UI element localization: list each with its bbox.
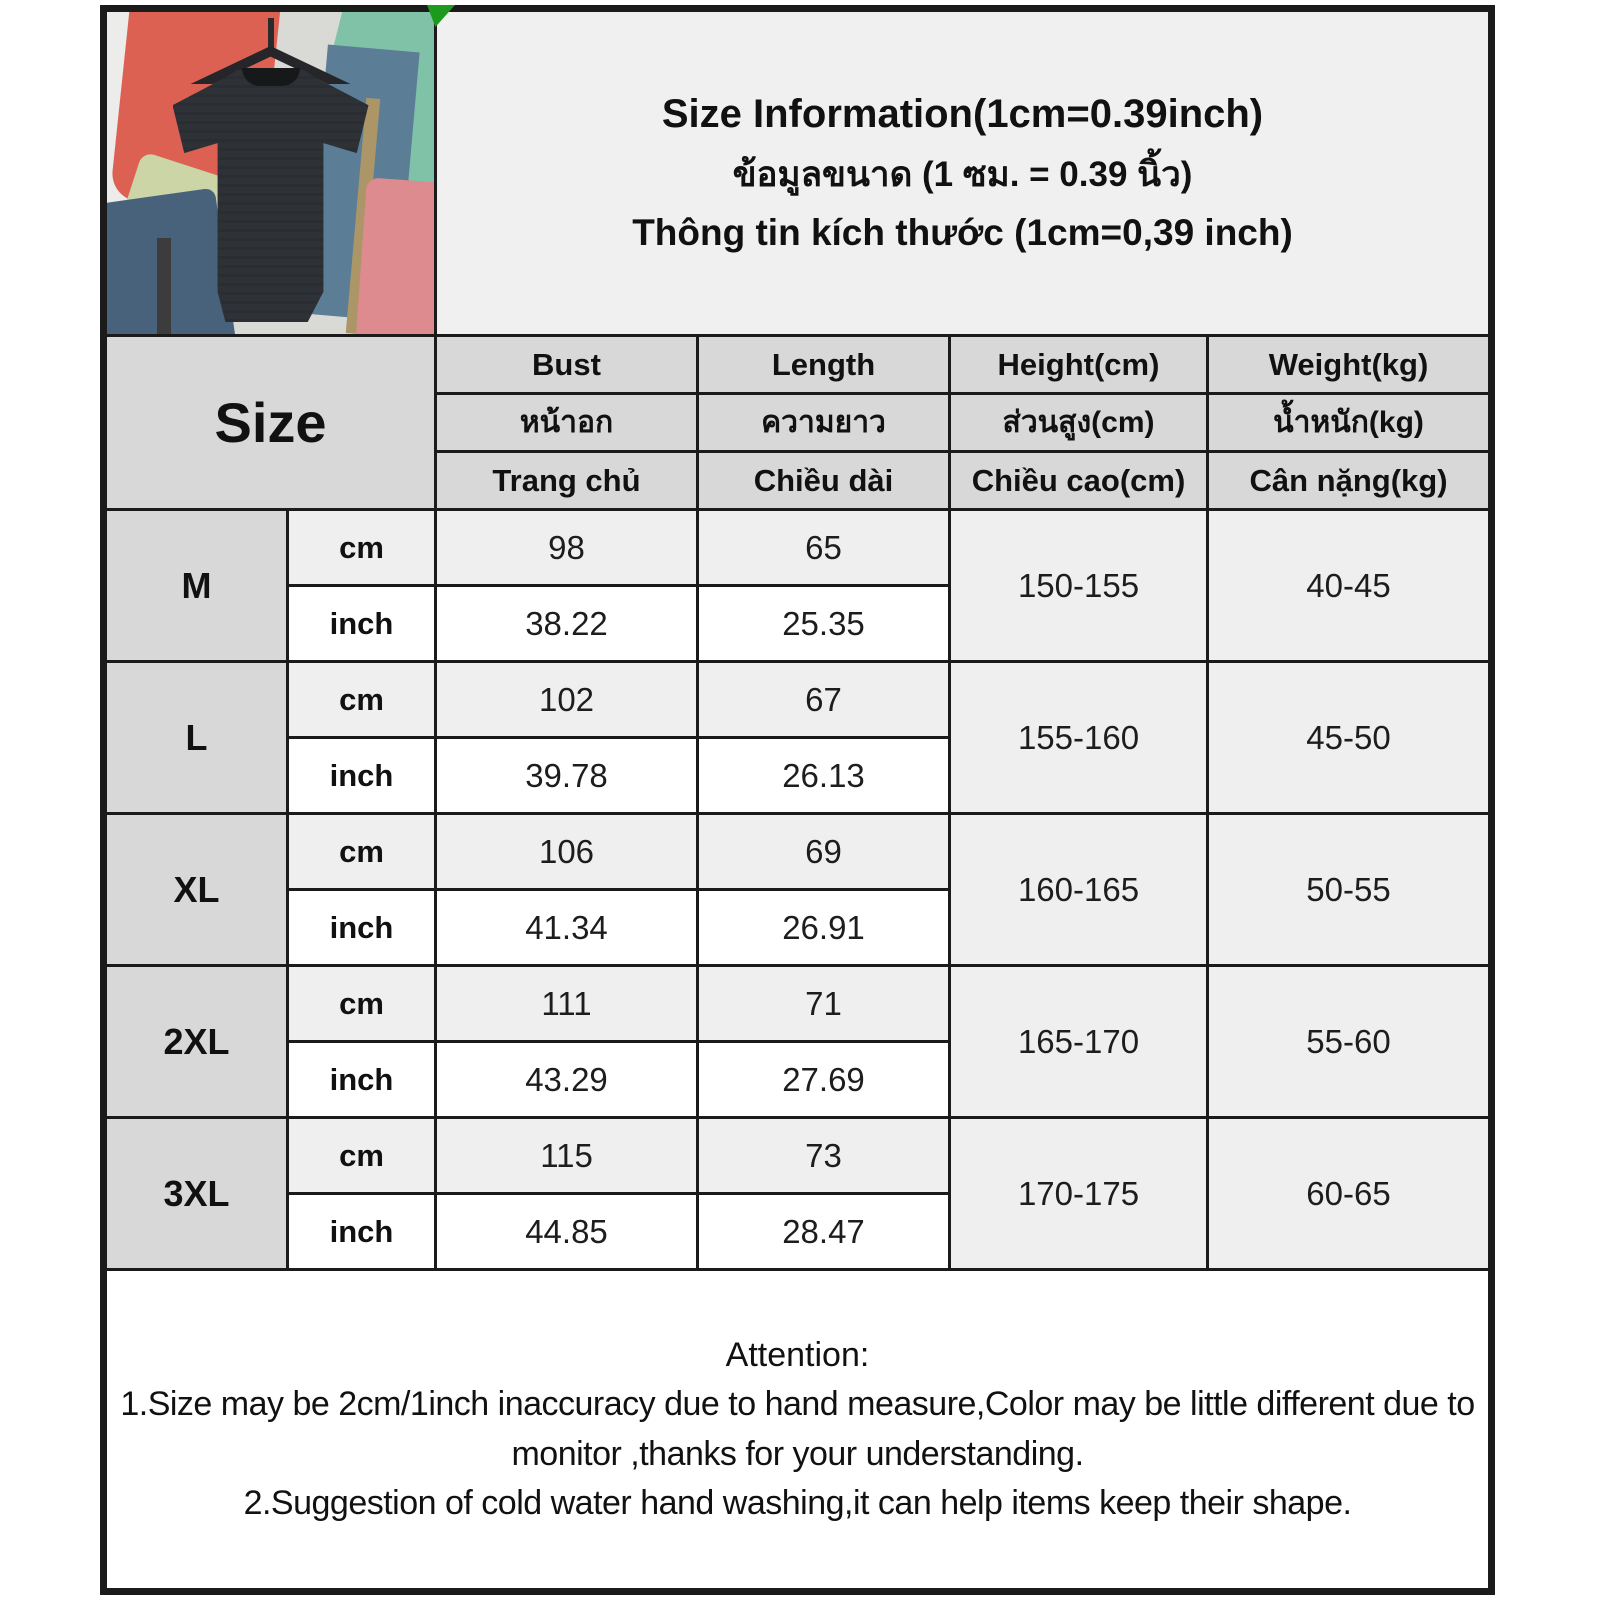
bust-inch-m: 38.22 (436, 586, 698, 662)
length-inch-3xl: 28.47 (698, 1194, 950, 1270)
weight-range-2xl: 55-60 (1208, 966, 1490, 1118)
table-row (106, 1118, 1490, 1194)
bust-cm-2xl: 111 (436, 966, 698, 1042)
unit-label-inch: inch (288, 890, 436, 966)
bust-inch-2xl: 43.29 (436, 1042, 698, 1118)
header-bust-vi: Trang chủ (436, 452, 698, 510)
length-inch-2xl: 27.69 (698, 1042, 950, 1118)
unit-label-cm: cm (288, 510, 436, 586)
tshirt-neckline (242, 68, 300, 86)
table-row (106, 662, 1490, 738)
header-bust-th: หน้าอก (436, 394, 698, 452)
bust-cm-3xl: 115 (436, 1118, 698, 1194)
bust-cm-m: 98 (436, 510, 698, 586)
size-table (104, 9, 1491, 1591)
product-photo (107, 12, 434, 334)
weight-range-m: 40-45 (1208, 510, 1490, 662)
length-inch-xl: 26.91 (698, 890, 950, 966)
size-label-xl: XL (106, 814, 288, 966)
height-range-xl: 160-165 (950, 814, 1208, 966)
header-weight-th: น้ำหนัก(kg) (1208, 394, 1490, 452)
length-cm-l: 67 (698, 662, 950, 738)
title-thai: ข้อมูลขนาด (1 ซม. = 0.39 นิ้ว) (732, 155, 1193, 194)
length-cm-xl: 69 (698, 814, 950, 890)
attention-note-1: 1.Size may be 2cm/1inch inaccuracy due to hand measure,Color may be little different due to monitor ,thanks for your understanding. (120, 1385, 1475, 1473)
size-label-m: M (106, 510, 288, 662)
size-chart-sheet (100, 5, 1495, 1595)
rack-pole-shape (157, 238, 171, 334)
header-length-en: Length (698, 336, 950, 394)
weight-range-l: 45-50 (1208, 662, 1490, 814)
header-length-vi: Chiều dài (698, 452, 950, 510)
length-inch-m: 25.35 (698, 586, 950, 662)
size-label-2xl: 2XL (106, 966, 288, 1118)
bust-cm-xl: 106 (436, 814, 698, 890)
garment-pink-shape (353, 177, 434, 334)
title-vietnamese: Thông tin kích thước (1cm=0,39 inch) (632, 212, 1293, 253)
unit-label-inch: inch (288, 1042, 436, 1118)
unit-label-inch: inch (288, 738, 436, 814)
title-stack (437, 12, 1488, 334)
size-label-l: L (106, 662, 288, 814)
header-height-th: ส่วนสูง(cm) (950, 394, 1208, 452)
header-weight-en: Weight(kg) (1208, 336, 1490, 394)
height-range-3xl: 170-175 (950, 1118, 1208, 1270)
table-row (106, 814, 1490, 890)
table-row (106, 966, 1490, 1042)
height-range-m: 150-155 (950, 510, 1208, 662)
attention-heading: Attention: (725, 1335, 870, 1374)
unit-label-inch: inch (288, 1194, 436, 1270)
bust-inch-xl: 41.34 (436, 890, 698, 966)
title-cell (436, 11, 1490, 336)
product-photo-cell (106, 11, 436, 336)
height-range-l: 155-160 (950, 662, 1208, 814)
bust-inch-3xl: 44.85 (436, 1194, 698, 1270)
length-cm-3xl: 73 (698, 1118, 950, 1194)
attention-box (106, 1270, 1490, 1590)
length-cm-2xl: 71 (698, 966, 950, 1042)
header-weight-vi: Cân nặng(kg) (1208, 452, 1490, 510)
bust-inch-l: 39.78 (436, 738, 698, 814)
unit-label-cm: cm (288, 966, 436, 1042)
unit-label-inch: inch (288, 586, 436, 662)
attention-note-2: 2.Suggestion of cold water hand washing,it can help items keep their shape. (243, 1483, 1352, 1522)
size-label-3xl: 3XL (106, 1118, 288, 1270)
length-inch-l: 26.13 (698, 738, 950, 814)
unit-label-cm: cm (288, 662, 436, 738)
header-bust-en: Bust (436, 336, 698, 394)
bust-cm-l: 102 (436, 662, 698, 738)
title-english: Size Information(1cm=0.39inch) (661, 92, 1264, 136)
header-height-vi: Chiều cao(cm) (950, 452, 1208, 510)
table-row (106, 510, 1490, 586)
length-cm-m: 65 (698, 510, 950, 586)
size-column-header: Size (106, 336, 436, 510)
header-height-en: Height(cm) (950, 336, 1208, 394)
weight-range-xl: 50-55 (1208, 814, 1490, 966)
header-length-th: ความยาว (698, 394, 950, 452)
unit-label-cm: cm (288, 1118, 436, 1194)
height-range-2xl: 165-170 (950, 966, 1208, 1118)
weight-range-3xl: 60-65 (1208, 1118, 1490, 1270)
unit-label-cm: cm (288, 814, 436, 890)
